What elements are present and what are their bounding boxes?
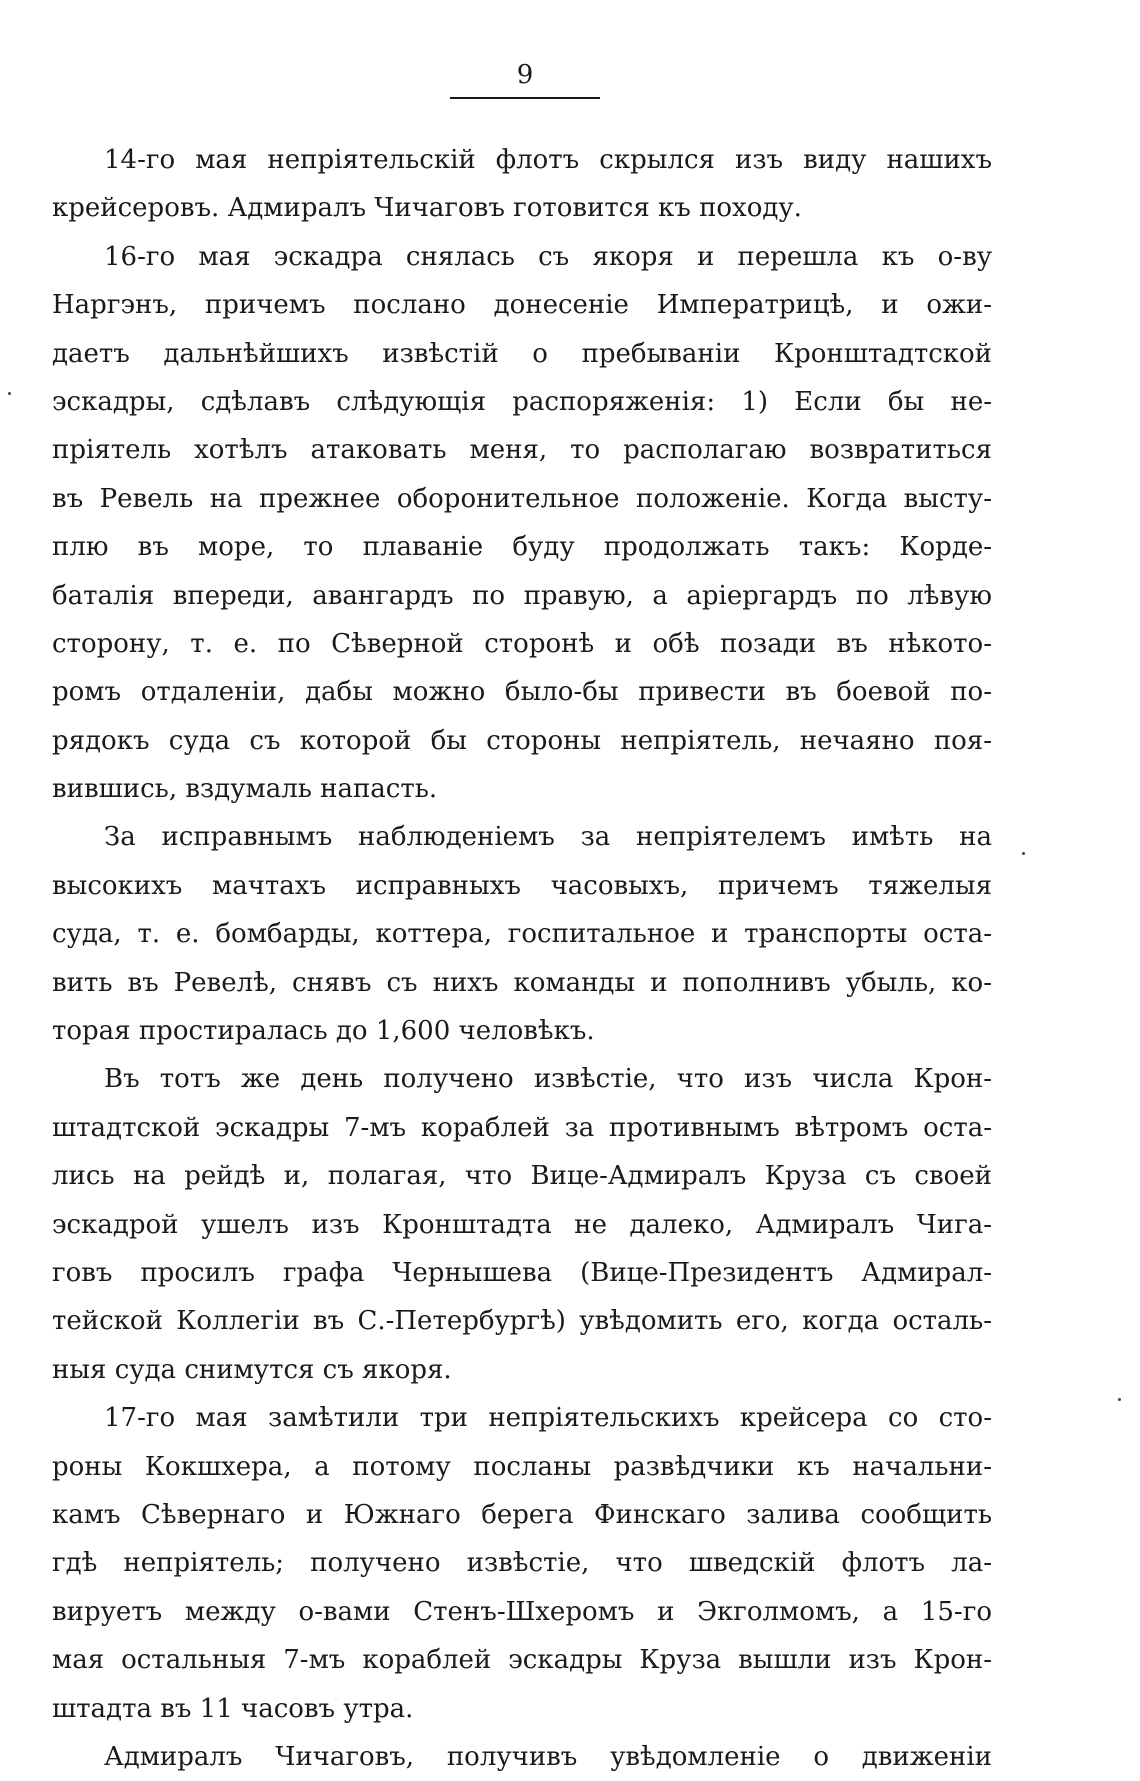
- text-line: сторону, т. е. по Сѣверной сторонѣ и обѣ позади въ нѣкото-: [52, 628, 992, 659]
- text-line: роны Кокшхера, а потому посланы развѣдчики къ начальни-: [52, 1451, 992, 1482]
- text-line: камъ Сѣвернаго и Южнаго берега Финскаго залива сообщить: [52, 1499, 992, 1530]
- text-line: За исправнымъ наблюденіемъ за непріятелемъ имѣть на: [104, 822, 992, 853]
- text-line: штадтской эскадры 7-мъ кораблей за противнымъ вѣтромъ оста-: [52, 1112, 992, 1143]
- text-line: пріятель хотѣлъ атаковать меня, то располагаю возвратиться: [52, 435, 992, 466]
- text-line: 14-го мая непріятельскій флотъ скрылся изъ виду нашихъ: [104, 145, 992, 175]
- body-text: [52, 136, 992, 1781]
- text-line: 16-го мая эскадра снялась съ якоря и перешла къ о-ву: [104, 241, 992, 272]
- text-line: торая простиралась до 1,600 человѣкъ.: [52, 1016, 595, 1047]
- page-number: 9: [516, 60, 534, 90]
- text-line: говъ просилъ графа Чернышева (Вице-Президентъ Адмирал-: [52, 1257, 992, 1288]
- scan-speck: [1022, 852, 1025, 855]
- text-line: даетъ дальнѣйшихъ извѣстій о пребываніи Кронштадтской: [52, 338, 992, 369]
- text-line: штадта въ 11 часовъ утра.: [52, 1693, 414, 1724]
- text-line: баталія впереди, авангардъ по правую, а аріергардъ по лѣвую: [52, 580, 992, 611]
- text-line: вируетъ между о-вами Стенъ-Шхеромъ и Экголмомъ, а 15-го: [52, 1596, 992, 1627]
- scan-speck: [1118, 1398, 1121, 1401]
- text-line: вить въ Ревелѣ, снявъ съ нихъ команды и пополнивъ убыль, ко-: [52, 967, 992, 998]
- text-line: ромъ отдаленіи, дабы можно было-бы привести въ боевой по-: [52, 677, 992, 708]
- scan-speck: [8, 392, 11, 395]
- text-line: ныя суда снимутся съ якоря.: [52, 1354, 452, 1385]
- text-line: эскадрой ушелъ изъ Кронштадта не далеко, Адмиралъ Чига-: [52, 1209, 992, 1240]
- text-line: эскадры, сдѣлавъ слѣдующія распоряженія: 1) Если бы не-: [52, 386, 992, 417]
- text-line: мая остальныя 7-мъ кораблей эскадры Круза вышли изъ Крон-: [52, 1645, 992, 1676]
- text-line: Наргэнъ, причемъ послано донесеніе Императрицѣ, и ожи-: [52, 290, 992, 321]
- text-line: суда, т. е. бомбарды, коттера, госпитальное и транспорты оста-: [52, 919, 992, 950]
- text-line: лись на рейдѣ и, полагая, что Вице-Адмиралъ Круза съ своей: [52, 1161, 992, 1192]
- text-line: вившись, вздумаль напасть.: [52, 774, 438, 805]
- text-line: Адмиралъ Чичаговъ, получивъ увѣдомленіе о движеніи: [104, 1741, 992, 1772]
- text-line: 17-го мая замѣтили три непріятельскихъ крейсера со сто-: [104, 1403, 992, 1434]
- text-line: рядокъ суда съ которой бы стороны непріятель, нечаяно поя-: [52, 725, 992, 756]
- text-line: высокихъ мачтахъ исправныхъ часовыхъ, причемъ тяжелыя: [52, 870, 992, 901]
- text-line: крейсеровъ. Адмиралъ Чичаговъ готовится къ походу.: [52, 193, 802, 224]
- text-line: плю въ море, то плаваніе буду продолжать такъ: Корде-: [52, 532, 992, 563]
- text-line: Въ тотъ же день получено извѣстіе, что изъ числа Крон-: [104, 1064, 992, 1095]
- page-number-rule: [450, 97, 600, 99]
- text-line: гдѣ непріятель; получено извѣстіе, что шведскій флотъ ла-: [52, 1548, 992, 1579]
- text-line: тейской Коллегіи въ С.-Петербургѣ) увѣдомить его, когда осталь-: [52, 1306, 992, 1337]
- text-line: въ Ревель на прежнее оборонительное положеніе. Когда высту-: [52, 483, 992, 514]
